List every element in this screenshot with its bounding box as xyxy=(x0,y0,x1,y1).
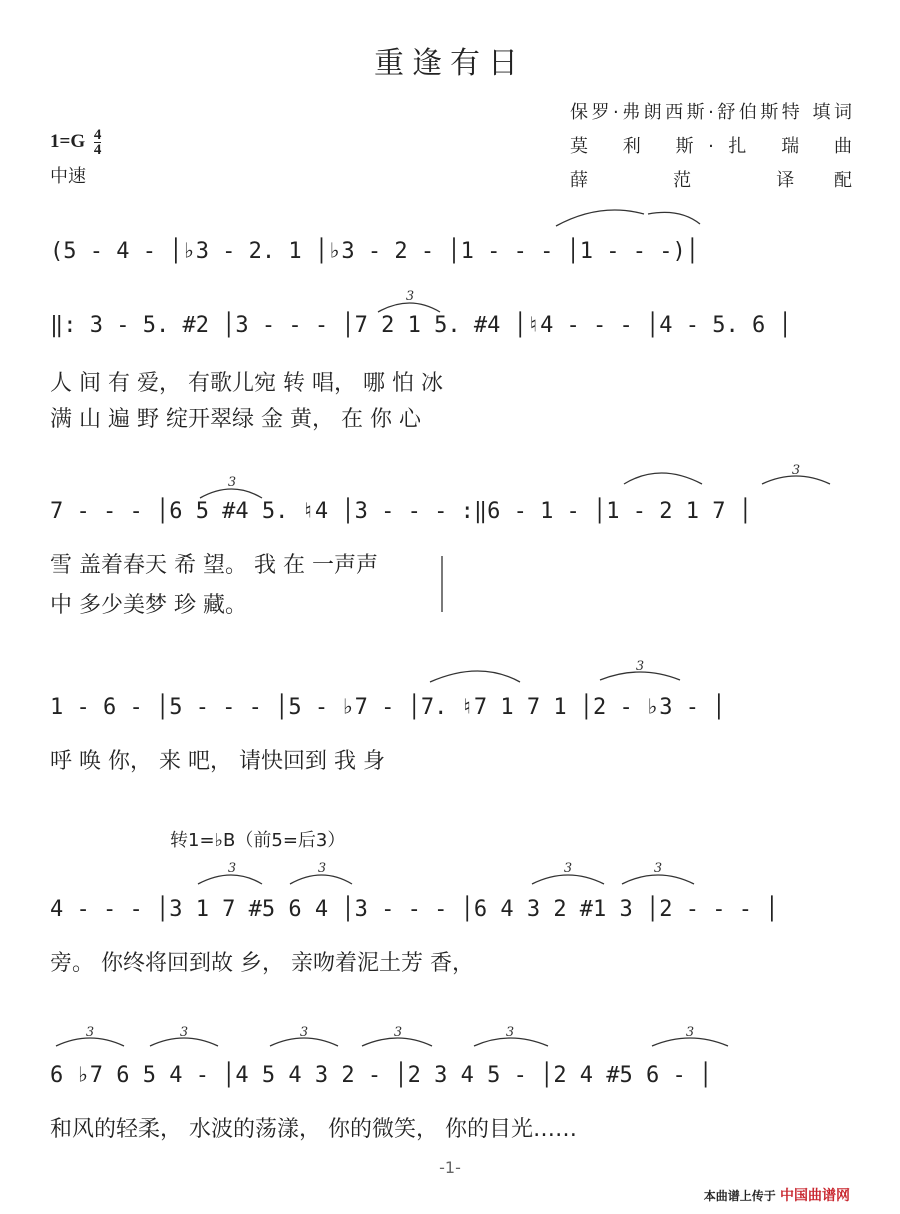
triplet-number: 3 xyxy=(393,1025,403,1040)
triplet-number: 3 xyxy=(563,861,573,876)
staff-row-4-lyrics: 呼 唤 你， 来 吧， 请快回到 我 身 xyxy=(50,749,385,774)
staff-row-6-notes: 6 ♭7 6 5 4 - │4 5 4 3 2 - │2 3 4 5 - │2 4 #5 6 - │ xyxy=(50,1063,713,1088)
staff-row-4-notes: 1 - 6 - │5 - - - │5 - ♭7 - │7. ♮7 1 7 1 │2 - ♭3 - │ xyxy=(50,695,726,720)
triplet-number: 3 xyxy=(85,1025,95,1040)
staff-row-2-notes: ‖: 3 - 5. #2 │3 - - - │7 2 1 5. #4 │♮4 - - - │4 - 5. 6 │ xyxy=(50,313,792,338)
time-sig-numerator: 4 xyxy=(93,127,102,143)
staff-row-3-notes: 7 - - - │6 5 #4 5. ♮4 │3 - - - :‖6 - 1 - │1 - 2 1 7 │ xyxy=(50,499,752,524)
triplet-arc xyxy=(622,875,694,884)
key-label: 1=G xyxy=(50,130,86,152)
triplet-number: 3 xyxy=(179,1025,189,1040)
page-number: -1- xyxy=(439,1158,461,1177)
triplet-arc xyxy=(290,875,352,884)
triplet-number: 3 xyxy=(299,1025,309,1040)
triplet-arc xyxy=(532,875,604,884)
triplet-number: 3 xyxy=(317,861,327,876)
triplet-arc xyxy=(200,489,262,498)
triplet-number: 3 xyxy=(227,861,237,876)
triplet-number: 3 xyxy=(791,463,801,478)
triplet-number: 3 xyxy=(405,289,415,304)
page-title: 重逢有日 xyxy=(374,46,526,81)
modulation-marking: 转1=♭B（前5=后3） xyxy=(170,830,346,851)
translator-credit: 薛 范 译配 xyxy=(570,170,852,191)
site-logo: 中国曲谱网 xyxy=(780,1188,850,1204)
triplet-number: 3 xyxy=(685,1025,695,1040)
triplet-number: 3 xyxy=(653,861,663,876)
staff-row-6-lyrics: 和风的轻柔， 水波的荡漾， 你的微笑， 你的目光…… xyxy=(50,1117,577,1142)
triplet-number: 3 xyxy=(227,475,237,490)
staff-row-3-lyrics-verse1: 雪 盖着春天 希 望。 我 在 一声声 xyxy=(50,553,378,578)
staff-row-5-lyrics: 旁。 你终将回到故 乡， 亲吻着泥土芳 香， xyxy=(50,951,474,976)
staff-row-3-lyrics-verse2: 中 多少美梦 珍 藏。 xyxy=(50,593,247,618)
triplet-number: 3 xyxy=(635,659,645,674)
time-sig-denominator: 4 xyxy=(93,142,102,158)
staff-row-1-notes: (5 - 4 - │♭3 - 2. 1 │♭3 - 2 - │1 - - - │1 - - -)│ xyxy=(50,239,700,264)
triplet-arc xyxy=(198,875,262,884)
tempo-marking: 中速 xyxy=(50,166,86,187)
tie-arc xyxy=(556,210,644,226)
lyricist-credit: 保罗·弗朗西斯·舒伯斯特 填词 xyxy=(570,102,852,123)
footer-credit xyxy=(704,1185,850,1205)
triplet-arc xyxy=(378,303,440,312)
footer-text: 本曲谱上传于 xyxy=(703,1189,776,1203)
tie-arc xyxy=(624,473,702,484)
staff-row-5-notes: 4 - - - │3 1 7 #5 6 4 │3 - - - │6 4 3 2 #1 3 │2 - - - │ xyxy=(50,897,779,922)
triplet-number: 3 xyxy=(505,1025,515,1040)
staff-row-2-lyrics-verse2: 满 山 遍 野 绽开翠绿 金 黄， 在 你 心 xyxy=(50,407,421,432)
staff-row-2-lyrics-verse1: 人 间 有 爱， 有歌儿宛 转 唱， 哪 怕 冰 xyxy=(50,371,443,396)
tie-arc xyxy=(648,212,700,224)
tie-arc xyxy=(430,671,520,682)
composer-credit: 莫 利 斯·扎 瑞 曲 xyxy=(570,136,852,157)
